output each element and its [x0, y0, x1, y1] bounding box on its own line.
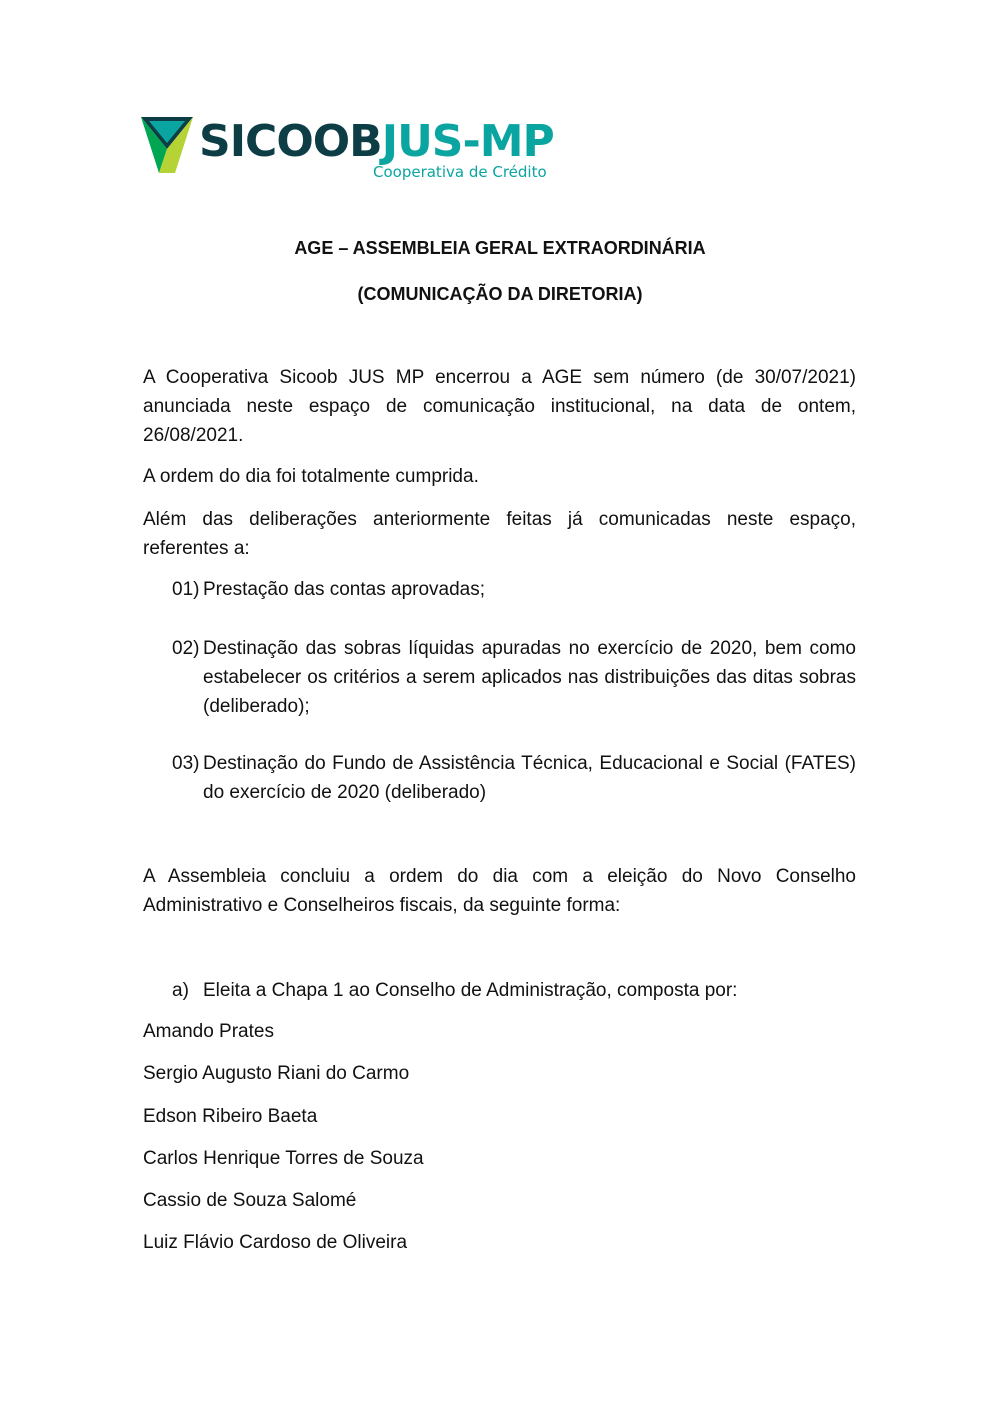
list-item: [172, 575, 856, 604]
list-item-number: 01): [172, 579, 200, 600]
paragraph-intro: A Cooperativa Sicoob JUS MP encerrou a AGE sem número (de 30/07/2021) anunciada neste espaço de comunicação institucional, na data de ontem, 26/08/2021.: [143, 367, 856, 446]
document-title: AGE – ASSEMBLEIA GERAL EXTRAORDINÁRIA: [294, 238, 706, 258]
council-member-name: Carlos Henrique Torres de Souza: [143, 1148, 424, 1169]
list-item-number: 03): [172, 753, 200, 774]
list-item-a: [172, 976, 856, 1005]
council-member-name: Sergio Augusto Riani do Carmo: [143, 1063, 410, 1084]
list-item: [172, 749, 856, 807]
logo-brand-jusmp: JUS-MP: [381, 116, 554, 167]
list-item-text: Destinação do Fundo de Assistência Técnica, Educacional e Social (FATES) do exercício de 2020 (deliberado): [203, 753, 856, 803]
sicoob-logo: [141, 113, 561, 193]
council-member-name: Edson Ribeiro Baeta: [143, 1106, 318, 1127]
logo-brand-sicoob: SICOOB: [199, 116, 382, 167]
council-member-name: Cassio de Souza Salomé: [143, 1190, 357, 1211]
list-item-number: 02): [172, 638, 200, 659]
list-item-text: Prestação das contas aprovadas;: [203, 579, 486, 600]
paragraph-eleicao: A Assembleia concluiu a ordem do dia com a eleição do Novo Conselho Administrativo e Conselheiros fiscais, da seguinte forma:: [143, 866, 856, 916]
council-member-name: Luiz Flávio Cardoso de Oliveira: [143, 1232, 408, 1253]
document-subtitle: (COMUNICAÇÃO DA DIRETORIA): [357, 284, 643, 304]
paragraph-deliberacoes: Além das deliberações anteriormente feitas já comunicadas neste espaço, referentes a:: [143, 509, 856, 559]
council-member-name: Amando Prates: [143, 1021, 274, 1042]
list-item: [172, 634, 856, 721]
sicoob-logo-icon: [141, 117, 193, 173]
list-item-letter: a): [172, 980, 189, 1001]
list-item-text: Eleita a Chapa 1 ao Conselho de Administração, composta por:: [203, 980, 738, 1001]
logo-subtitle: Cooperativa de Crédito: [373, 163, 547, 181]
paragraph-ordem: A ordem do dia foi totalmente cumprida.: [143, 466, 479, 487]
list-item-text: Destinação das sobras líquidas apuradas no exercício de 2020, bem como estabelecer os critérios a serem aplicados nas distribuições das ditas sobras (deliberado);: [203, 638, 856, 717]
